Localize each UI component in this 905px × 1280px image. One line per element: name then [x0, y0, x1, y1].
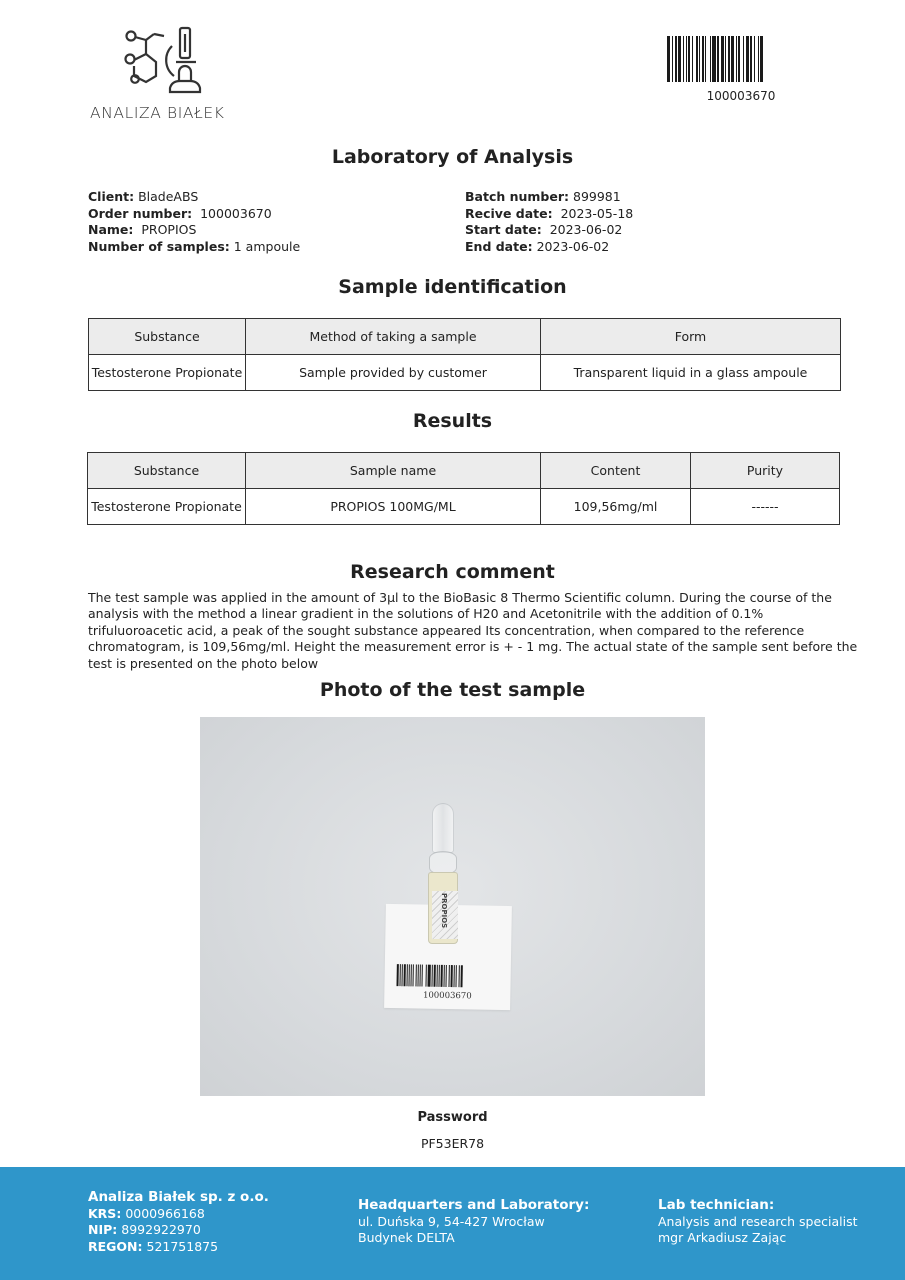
table-cell: Testosterone Propionate: [88, 489, 246, 525]
page-title: Laboratory of Analysis: [331, 146, 574, 168]
client-field: Client: BladeABS: [88, 189, 199, 204]
column-header: Substance: [88, 453, 246, 489]
results-heading: Results: [412, 410, 493, 432]
headquarters-address: ul. Duńska 9, 54-427 Wrocław: [358, 1213, 545, 1229]
headquarters-building: Budynek DELTA: [358, 1230, 455, 1245]
end-date-field: End date: 2023-06-02: [465, 238, 610, 254]
table-cell: 109,56mg/ml: [541, 489, 691, 525]
results-table: [87, 452, 840, 525]
company-name: Analiza Białek sp. z o.o.: [88, 1189, 269, 1205]
receive-date-field: Recive date: 2023-05-18: [465, 205, 634, 221]
ampoule-tip: [432, 803, 454, 853]
table-cell: Sample provided by customer: [246, 355, 541, 391]
photo-heading: Photo of the test sample: [319, 679, 586, 701]
table-cell: ------: [691, 489, 840, 525]
order-number-field: Order number: 100003670: [88, 205, 272, 221]
order-info-left: [88, 189, 300, 255]
footer-headquarters: [358, 1197, 589, 1247]
research-comment-text: The test sample was applied in the amount of 3µl to the BioBasic 8 Thermo Scientific column. During the course of the analysis with the method a linear gradient in the solutions of H20 and Acetonitrile with the addition of 0.1% trifuluoroacetic acid, a peak of the sought substance appeared Its concentration, when compared to the reference chromatogram, is 109,56mg/ml. Height the measurement error is + - 1 mg. The actual state of the sample sent before the test is presented on the photo below: [88, 590, 858, 671]
name-field: Name: PROPIOS: [88, 222, 197, 237]
krs-field: KRS: 0000966168: [88, 1205, 205, 1221]
research-comment-heading: Research comment: [350, 561, 555, 583]
microscope-molecule-icon: [124, 24, 204, 96]
table-cell: PROPIOS 100MG/ML: [246, 489, 541, 525]
card-barcode: [396, 964, 500, 988]
barcode-number: 100003670: [706, 89, 776, 103]
ampoule-label-text: PROPIOS: [440, 893, 448, 929]
table-header-row: [88, 453, 840, 489]
card-barcode-number: 100003670: [422, 990, 472, 1002]
footer-company-info: [88, 1189, 269, 1255]
barcode: [667, 36, 815, 82]
logo-text: ANALIZA BIAŁEK: [90, 104, 225, 122]
sample-identification-heading: Sample identification: [338, 276, 567, 298]
start-date-field: Start date: 2023-06-02: [465, 222, 623, 237]
password-label: Password: [417, 1110, 488, 1125]
headquarters-title: Headquarters and Laboratory:: [358, 1197, 590, 1213]
column-header: Purity: [691, 453, 840, 489]
table-cell: Testosterone Propionate: [89, 355, 246, 391]
column-header: Substance: [89, 319, 246, 355]
table-cell: Transparent liquid in a glass ampoule: [541, 355, 841, 391]
technician-title: Lab technician:: [658, 1197, 775, 1213]
number-of-samples-field: Number of samples: 1 ampoule: [88, 238, 301, 254]
sample-identification-table: [88, 318, 841, 391]
order-info-right: [465, 189, 633, 255]
table-header-row: [89, 319, 841, 355]
regon-field: REGON: 521751875: [88, 1238, 219, 1254]
table-row: [89, 355, 841, 391]
footer-technician: [658, 1197, 858, 1247]
batch-number-field: Batch number: 899981: [465, 189, 621, 204]
footer: [0, 1167, 905, 1280]
column-header: Method of taking a sample: [246, 319, 541, 355]
column-header: Form: [541, 319, 841, 355]
nip-field: NIP: 8992922970: [88, 1222, 201, 1237]
column-header: Content: [541, 453, 691, 489]
technician-name: mgr Arkadiusz Zając: [658, 1230, 787, 1245]
company-logo: [88, 24, 238, 124]
password-value: PF53ER78: [420, 1136, 485, 1151]
table-row: [88, 489, 840, 525]
column-header: Sample name: [246, 453, 541, 489]
technician-role: Analysis and research specialist: [658, 1213, 858, 1229]
sample-photo: [200, 717, 705, 1096]
